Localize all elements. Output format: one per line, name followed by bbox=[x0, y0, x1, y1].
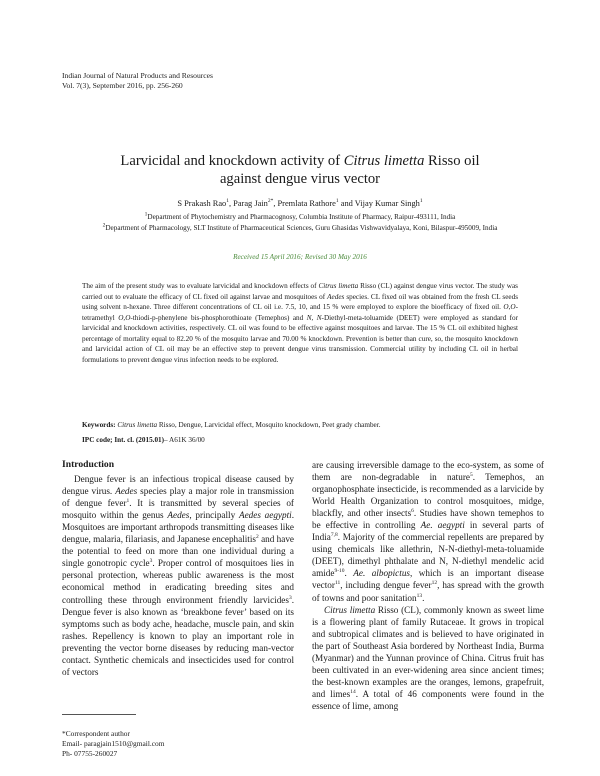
body-text: Risso (CL), commonly known as sweet lime is a flowering plant of family Rutaceae. It grows in tropical and subtropical climates and is believed to have originated in the part of Southeast Asia bordered by Northeast India, Burma (Myanmar) and the Yunnan province of China. Citrus fruit has been cultivated in an ever-widening area since ancient times; the best-known examples are the oranges, lemons, grapefruit, and limes bbox=[312, 604, 544, 699]
received-dates: Received 15 April 2016; Revised 30 May 2016 bbox=[233, 253, 367, 261]
author-3: Premlata Rathore bbox=[277, 199, 336, 208]
body-text: . It is transmitted by several species of mosquito within the genus bbox=[62, 498, 294, 521]
body-italic: Aedes aegypti bbox=[238, 510, 292, 521]
abstract-text: -thiodi-p-phenylene bis-phosphorothioate (Temephos) and bbox=[130, 313, 307, 322]
abstract-text: -Diethyl-meta-toluamide (DEET) were employed as standard for larvicidal and knockdown activities, respectively. CL oil was found to be effective against mosquitoes and larvae. The 15 % CL oil exhibited highest percentage of mortality equal to 82.20 % of the mosquito larvae and 70.00 % knockdown. Prevention is better than cure, so, the mosquito knockdown and larvicidal action of CL oil may be an effective step to prevent dengue virus transmission. Commercial utility by including CL oil in herbal formulations to prevent dengue virus infection needs to be explored. bbox=[82, 313, 519, 364]
citation: 11 bbox=[334, 580, 341, 587]
body-text: . A total of 46 components were found in the essence of lime, among bbox=[312, 688, 545, 711]
abstract-italic: Aedes bbox=[327, 292, 345, 301]
citation: 9-10 bbox=[334, 568, 345, 575]
citation: 2 bbox=[256, 534, 259, 541]
citation: 6 bbox=[411, 508, 414, 515]
keywords-text: Risso, Dengue, Larvicidal effect, Mosquito knockdown, Peet grady chamber. bbox=[157, 421, 381, 429]
footnote-phone: Ph- 07755-260027 bbox=[62, 749, 118, 758]
abstract-text: The aim of the present study was to evaluate larvicidal and knockdown effects of bbox=[82, 282, 319, 290]
footnote-divider bbox=[62, 714, 136, 715]
author-4: Vijay Kumar Singh bbox=[354, 199, 420, 208]
citation: 1 bbox=[126, 498, 130, 505]
ipc-label: IPC code; Int. cl. (2015.01) bbox=[82, 436, 165, 444]
body-italic: Citrus limetta bbox=[324, 604, 376, 615]
affiliation-2 bbox=[90, 223, 510, 234]
author-1-sup: 1 bbox=[226, 198, 229, 205]
citation: 3 bbox=[149, 558, 153, 565]
body-italic: Aedes bbox=[167, 510, 190, 521]
author-2-sup: 2* bbox=[267, 198, 274, 205]
footnote-email: Email- paragjain1510@gmail.com bbox=[62, 739, 165, 748]
body-text: . Studies have shown temephos to be effective in controlling bbox=[312, 508, 544, 531]
body-paragraph bbox=[312, 604, 544, 712]
affiliation-1 bbox=[90, 212, 510, 223]
affiliation-2-sup: 2 bbox=[102, 222, 106, 229]
body-text: . Mosquitoes are important arthropods transmitting diseases like dengue, malaria, filariasis, and Japanese encephalitis bbox=[62, 510, 294, 545]
affiliation-1-sup: 1 bbox=[144, 211, 148, 218]
body-text: . Dengue fever is also known as ‘breakbone fever’ based on its symptoms such as body ache, headache, muscle pain, and skin rashes. Repellency is known to play an important role in preventing the vector borne diseases by reducing man-vector contact. Synthetic chemicals and insecticides used for control of vectors bbox=[62, 594, 294, 677]
author-3-sup: 1 bbox=[335, 198, 339, 205]
affiliation-2-text: Department of Pharmacology, SLT Institute of Pharmaceutical Sciences, Guru Ghasidas Vishwavidyalaya, Koni, Bilaspur-495009, India bbox=[105, 224, 498, 232]
title-species: Citrus limetta bbox=[343, 153, 425, 169]
keywords-italic: Citrus limetta bbox=[117, 421, 158, 429]
column-left bbox=[62, 459, 294, 678]
author-4-sup: 1 bbox=[419, 198, 423, 205]
body-text: . bbox=[422, 592, 425, 603]
ipc-value: – A61K 36/00 bbox=[164, 436, 205, 444]
abstract-text: Risso (CL) against dengue virus vector. The study was carried out to evaluate the efficacy of CL fixed oil against larvae and mosquitoes of bbox=[82, 282, 518, 301]
body-text: . Temephos, an organophosphate insecticide, is recommended as a larvicide by World Health Organization to control mosquitoes, midge, blackfly, and other insects bbox=[312, 472, 544, 519]
body-text: , has spread with the growth of towns and poor sanitation bbox=[312, 580, 544, 603]
body-text: . Majority of the commercial repellents are prepared by using chemicals like allethrin, N-N-diethyl-meta-toluamide (DEET), dimethyl phthalate and N, N-diethyl mendelic acid amide bbox=[312, 532, 544, 579]
author-list: S Prakash Rao$^1$, Parag Jain$^{2*}$, Premlata Rathore$^1$ and Vijay Kumar Singh$^1$ bbox=[177, 198, 423, 208]
citation: 13 bbox=[416, 592, 423, 599]
body-text: , which is an important disease vector bbox=[312, 568, 544, 591]
abstract-italic: N, N bbox=[306, 313, 322, 322]
footnote bbox=[62, 729, 164, 759]
citation: 7,8 bbox=[330, 532, 338, 539]
abstract-text: species. CL fixed oil was obtained from the fresh CL seeds using solvent n-hexane. Three different concentrations of CL oil i.e. 7.5, 10, and 15 % were employed to explore the bioefficacy of fixed oil. bbox=[82, 292, 518, 312]
body-italic: Ae. aegypti bbox=[420, 520, 465, 531]
column-right bbox=[312, 459, 544, 712]
title-line2: against dengue virus vector bbox=[219, 171, 381, 187]
journal-header bbox=[62, 71, 213, 91]
keywords bbox=[82, 420, 518, 430]
journal-name: Indian Journal of Natural Products and Resources bbox=[62, 71, 213, 80]
abstract-italic: Citrus limetta bbox=[318, 282, 359, 290]
footnote-correspondent: *Correspondent author bbox=[62, 729, 130, 738]
title-text-end: Risso oil bbox=[424, 153, 480, 169]
author-1: S Prakash Rao bbox=[177, 199, 227, 208]
body-text: , including dengue fever bbox=[340, 580, 432, 591]
section-heading-introduction: Introduction bbox=[62, 459, 115, 470]
title-text: Larvicidal and knockdown activity of bbox=[120, 153, 344, 169]
paper-title bbox=[70, 152, 530, 188]
affiliation-1-text: Department of Phytochemistry and Pharmacognosy, Columbia Institute of Pharmacy, Raipur-493111, India bbox=[147, 213, 456, 221]
body-italic: Ae. albopictus bbox=[353, 568, 410, 579]
body-text: Dengue fever is an infectious tropical disease caused by dengue virus. bbox=[62, 474, 294, 497]
body-text: and have the potential to feed on more than one individual during a single gonotropic cycle bbox=[62, 534, 294, 569]
abstract bbox=[82, 281, 518, 365]
body-text: are causing irreversible damage to the eco-system, as some of them are non-degradable in nature bbox=[312, 460, 544, 483]
abstract-italic: O,O bbox=[503, 303, 516, 312]
affiliations bbox=[90, 212, 510, 234]
body-text: . bbox=[344, 568, 354, 579]
abstract-italic: O,O bbox=[118, 313, 131, 322]
journal-volume: Vol. 7(3), September 2016, pp. 256-260 bbox=[62, 81, 183, 90]
body-text: species play a major role in transmission of dengue fever bbox=[62, 486, 294, 509]
intro-paragraph bbox=[62, 473, 294, 678]
ipc-code bbox=[82, 435, 518, 445]
body-text: , principally bbox=[189, 510, 239, 521]
citation: 5 bbox=[469, 471, 473, 478]
body-text: in several parts of India bbox=[312, 520, 544, 543]
author-2: Parag Jain bbox=[233, 199, 268, 208]
abstract-text: -tetramethyl bbox=[82, 303, 518, 322]
body-paragraph bbox=[312, 459, 544, 604]
body-text: . Proper control of mosquitoes lies in personal protection, whereas public awareness is the most economical method in eradicating breeding sites and controlling these through environment friendly larvicides bbox=[62, 558, 294, 605]
keywords-label: Keywords: bbox=[82, 421, 116, 429]
body-italic: Aedes bbox=[115, 486, 138, 497]
citation: 14 bbox=[350, 688, 356, 695]
citation: 12 bbox=[431, 580, 438, 587]
citation: 3 bbox=[288, 594, 292, 601]
